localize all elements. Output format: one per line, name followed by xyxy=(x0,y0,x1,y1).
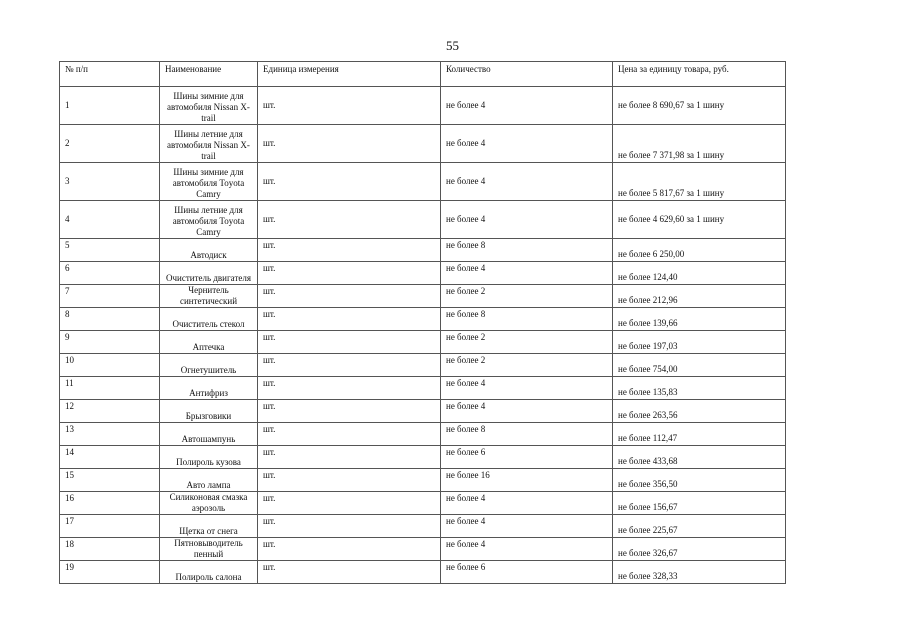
cell-price: не более 5 817,67 за 1 шину xyxy=(613,163,786,201)
cell-quantity: не более 4 xyxy=(441,492,613,515)
cell-price: не более 356,50 xyxy=(613,469,786,492)
table-row xyxy=(60,331,786,354)
cell-name: Полироль салона xyxy=(160,561,258,584)
cell-name: Шины зимние для автомобиля Nissan X-trail xyxy=(160,87,258,125)
cell-unit: шт. xyxy=(258,285,441,308)
header-num: № п/п xyxy=(60,62,160,87)
cell-price: не более 135,83 xyxy=(613,377,786,400)
cell-name: Пятновыводитель пенный xyxy=(160,538,258,561)
table-row xyxy=(60,239,786,262)
table-row xyxy=(60,469,786,492)
table-row xyxy=(60,377,786,400)
cell-name: Очиститель стекол xyxy=(160,308,258,331)
cell-num: 12 xyxy=(60,400,160,423)
table-row xyxy=(60,423,786,446)
cell-price: не более 8 690,67 за 1 шину xyxy=(613,87,786,125)
cell-quantity: не более 4 xyxy=(441,87,613,125)
cell-unit: шт. xyxy=(258,163,441,201)
cell-unit: шт. xyxy=(258,239,441,262)
page-number: 55 xyxy=(446,38,459,53)
cell-unit: шт. xyxy=(258,469,441,492)
cell-quantity: не более 8 xyxy=(441,308,613,331)
table-row xyxy=(60,125,786,163)
cell-num: 1 xyxy=(60,87,160,125)
cell-quantity: не более 4 xyxy=(441,377,613,400)
cell-num: 16 xyxy=(60,492,160,515)
cell-quantity: не более 6 xyxy=(441,561,613,584)
cell-num: 14 xyxy=(60,446,160,469)
cell-name: Силиконовая смазка аэрозоль xyxy=(160,492,258,515)
cell-price: не более 197,03 xyxy=(613,331,786,354)
cell-name: Аптечка xyxy=(160,331,258,354)
cell-num: 2 xyxy=(60,125,160,163)
cell-price: не более 754,00 xyxy=(613,354,786,377)
cell-name: Авто лампа xyxy=(160,469,258,492)
cell-name: Чернитель синтетический xyxy=(160,285,258,308)
header-unit: Единица измерения xyxy=(258,62,441,87)
cell-num: 5 xyxy=(60,239,160,262)
cell-unit: шт. xyxy=(258,354,441,377)
cell-quantity: не более 4 xyxy=(441,125,613,163)
cell-quantity: не более 2 xyxy=(441,331,613,354)
cell-num: 3 xyxy=(60,163,160,201)
table-row xyxy=(60,308,786,331)
cell-unit: шт. xyxy=(258,201,441,239)
cell-name: Брызговики xyxy=(160,400,258,423)
table-body xyxy=(60,87,786,584)
cell-quantity: не более 4 xyxy=(441,515,613,538)
cell-quantity: не более 2 xyxy=(441,354,613,377)
table-row xyxy=(60,400,786,423)
cell-unit: шт. xyxy=(258,492,441,515)
cell-unit: шт. xyxy=(258,331,441,354)
cell-price: не более 112,47 xyxy=(613,423,786,446)
cell-quantity: не более 4 xyxy=(441,538,613,561)
cell-num: 11 xyxy=(60,377,160,400)
cell-price: не более 139,66 xyxy=(613,308,786,331)
cell-quantity: не более 8 xyxy=(441,423,613,446)
cell-num: 17 xyxy=(60,515,160,538)
cell-name: Очиститель двигателя xyxy=(160,262,258,285)
cell-unit: шт. xyxy=(258,262,441,285)
cell-name: Щетка от снега xyxy=(160,515,258,538)
table-row xyxy=(60,492,786,515)
cell-price: не более 4 629,60 за 1 шину xyxy=(613,201,786,239)
cell-name: Шины летние для автомобиля Nissan X-trail xyxy=(160,125,258,163)
table-header-row xyxy=(60,62,786,87)
cell-unit: шт. xyxy=(258,125,441,163)
table-row xyxy=(60,515,786,538)
cell-num: 6 xyxy=(60,262,160,285)
cell-quantity: не более 6 xyxy=(441,446,613,469)
cell-name: Огнетушитель xyxy=(160,354,258,377)
cell-quantity: не более 4 xyxy=(441,262,613,285)
cell-name: Полироль кузова xyxy=(160,446,258,469)
cell-quantity: не более 8 xyxy=(441,239,613,262)
cell-num: 13 xyxy=(60,423,160,446)
cell-num: 9 xyxy=(60,331,160,354)
cell-price: не более 156,67 xyxy=(613,492,786,515)
goods-table xyxy=(59,61,786,584)
cell-price: не более 433,68 xyxy=(613,446,786,469)
table-row xyxy=(60,561,786,584)
cell-quantity: не более 4 xyxy=(441,201,613,239)
table-row xyxy=(60,446,786,469)
cell-name: Шины летние для автомобиля Toyota Camry xyxy=(160,201,258,239)
cell-price: не более 212,96 xyxy=(613,285,786,308)
cell-unit: шт. xyxy=(258,308,441,331)
cell-name: Автошампунь xyxy=(160,423,258,446)
cell-price: не более 326,67 xyxy=(613,538,786,561)
table-row xyxy=(60,538,786,561)
cell-price: не более 6 250,00 xyxy=(613,239,786,262)
table-row xyxy=(60,354,786,377)
cell-num: 8 xyxy=(60,308,160,331)
cell-quantity: не более 16 xyxy=(441,469,613,492)
cell-num: 4 xyxy=(60,201,160,239)
header-price: Цена за единицу товара, руб. xyxy=(613,62,786,87)
cell-name: Антифриз xyxy=(160,377,258,400)
cell-price: не более 7 371,98 за 1 шину xyxy=(613,125,786,163)
cell-unit: шт. xyxy=(258,561,441,584)
cell-quantity: не более 4 xyxy=(441,163,613,201)
cell-num: 10 xyxy=(60,354,160,377)
cell-price: не более 263,56 xyxy=(613,400,786,423)
cell-unit: шт. xyxy=(258,538,441,561)
cell-num: 7 xyxy=(60,285,160,308)
table-row xyxy=(60,201,786,239)
cell-unit: шт. xyxy=(258,446,441,469)
cell-num: 19 xyxy=(60,561,160,584)
cell-price: не более 225,67 xyxy=(613,515,786,538)
table-row xyxy=(60,87,786,125)
cell-num: 18 xyxy=(60,538,160,561)
cell-unit: шт. xyxy=(258,423,441,446)
cell-unit: шт. xyxy=(258,400,441,423)
header-quantity: Количество xyxy=(441,62,613,87)
cell-price: не более 328,33 xyxy=(613,561,786,584)
cell-price: не более 124,40 xyxy=(613,262,786,285)
header-name: Наименование xyxy=(160,62,258,87)
table-row xyxy=(60,285,786,308)
cell-name: Автодиск xyxy=(160,239,258,262)
table-row xyxy=(60,262,786,285)
cell-unit: шт. xyxy=(258,515,441,538)
cell-unit: шт. xyxy=(258,87,441,125)
cell-num: 15 xyxy=(60,469,160,492)
cell-unit: шт. xyxy=(258,377,441,400)
cell-name: Шины зимние для автомобиля Toyota Camry xyxy=(160,163,258,201)
table-row xyxy=(60,163,786,201)
cell-quantity: не более 2 xyxy=(441,285,613,308)
cell-quantity: не более 4 xyxy=(441,400,613,423)
